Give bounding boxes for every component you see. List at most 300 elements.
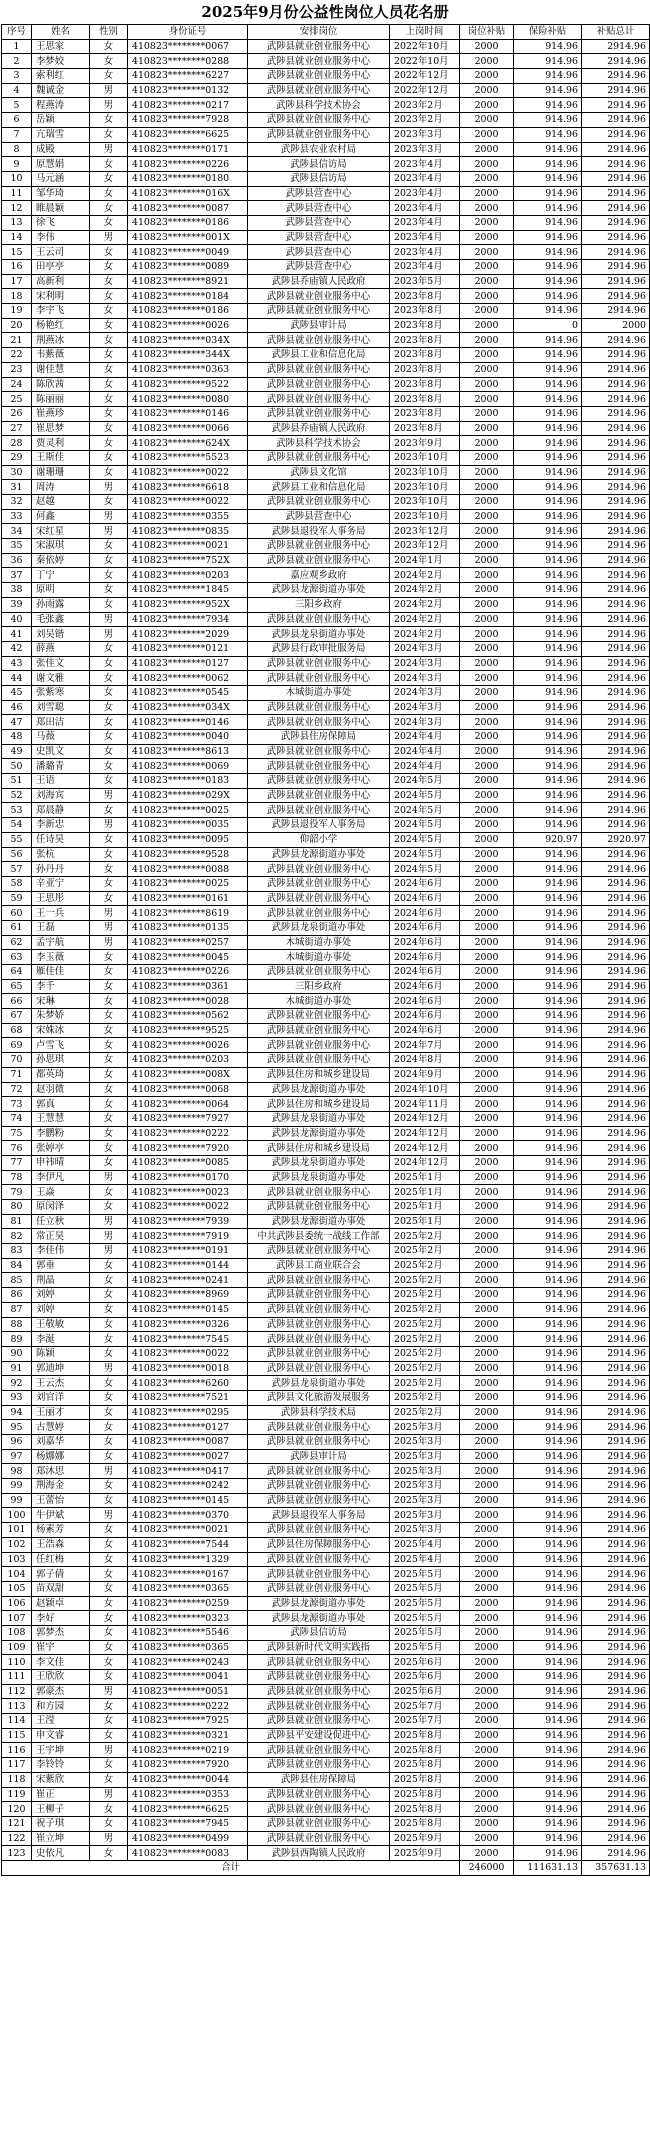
id-number-cell: 410823********0146 <box>128 406 248 421</box>
total-subsidy-cell: 2914.96 <box>582 348 650 363</box>
insurance-subsidy-cell: 914.96 <box>514 201 582 216</box>
start-date-cell: 2025年2月 <box>390 1229 460 1244</box>
table-row <box>2 495 650 510</box>
id-number-cell: 410823********0041 <box>128 1670 248 1685</box>
total-subsidy-cell: 2914.96 <box>582 1023 650 1038</box>
table-row <box>2 715 650 730</box>
id-number-cell: 410823********0025 <box>128 876 248 891</box>
name-cell: 索利红 <box>32 69 90 84</box>
post-cell: 武陟县龙泉街道办事处 <box>248 1376 390 1391</box>
id-number-cell: 410823********7945 <box>128 1816 248 1831</box>
insurance-subsidy-cell: 914.96 <box>514 1625 582 1640</box>
id-number-cell: 410823********5546 <box>128 1625 248 1640</box>
table-row <box>2 1508 650 1523</box>
gender-cell: 女 <box>90 950 128 965</box>
index-cell: 49 <box>2 744 32 759</box>
id-number-cell: 410823********0040 <box>128 730 248 745</box>
start-date-cell: 2023年3月 <box>390 127 460 142</box>
name-cell: 崔宇 <box>32 1640 90 1655</box>
total-subsidy-cell: 2914.96 <box>582 1787 650 1802</box>
header-cell: 上岗时间 <box>390 25 460 40</box>
id-number-cell: 410823********0355 <box>128 509 248 524</box>
post-cell: 武陟县住房保障局 <box>248 1772 390 1787</box>
table-row <box>2 215 650 230</box>
gender-cell: 女 <box>90 876 128 891</box>
start-date-cell: 2023年8月 <box>390 377 460 392</box>
post-cell: 武陟县就业创业服务中心 <box>248 1420 390 1435</box>
name-cell: 郭真 <box>32 1097 90 1112</box>
insurance-subsidy-cell: 914.96 <box>514 39 582 54</box>
start-date-cell: 2023年8月 <box>390 362 460 377</box>
name-cell: 任红梅 <box>32 1552 90 1567</box>
post-cell: 武陟县就业创业服务中心 <box>248 774 390 789</box>
id-number-cell: 410823********9528 <box>128 847 248 862</box>
id-number-cell: 410823********0184 <box>128 289 248 304</box>
insurance-subsidy-cell: 914.96 <box>514 377 582 392</box>
start-date-cell: 2025年3月 <box>390 1508 460 1523</box>
insurance-subsidy-cell: 914.96 <box>514 1449 582 1464</box>
name-cell: 史依凡 <box>32 1846 90 1861</box>
index-cell: 47 <box>2 715 32 730</box>
total-subsidy-cell: 2914.96 <box>582 480 650 495</box>
name-cell: 郭垂 <box>32 1258 90 1273</box>
gender-cell: 男 <box>90 230 128 245</box>
gender-cell: 女 <box>90 1714 128 1729</box>
index-cell: 79 <box>2 1185 32 1200</box>
gender-cell: 女 <box>90 377 128 392</box>
start-date-cell: 2024年12月 <box>390 1155 460 1170</box>
table-row <box>2 1214 650 1229</box>
gender-cell: 女 <box>90 436 128 451</box>
start-date-cell: 2025年5月 <box>390 1567 460 1582</box>
id-number-cell: 410823********2029 <box>128 627 248 642</box>
total-subsidy-cell: 2914.96 <box>582 69 650 84</box>
name-cell: 薛燕 <box>32 641 90 656</box>
total-subsidy-cell: 2914.96 <box>582 406 650 421</box>
gender-cell: 女 <box>90 465 128 480</box>
gender-cell: 女 <box>90 1493 128 1508</box>
total-subsidy-cell: 2914.96 <box>582 1625 650 1640</box>
id-number-cell: 410823********0499 <box>128 1831 248 1846</box>
index-cell: 14 <box>2 230 32 245</box>
total-subsidy-cell: 2914.96 <box>582 1009 650 1024</box>
post-subsidy-cell: 2000 <box>460 891 514 906</box>
post-cell: 武陟县就业创业服务中心 <box>248 1684 390 1699</box>
gender-cell: 男 <box>90 1508 128 1523</box>
total-subsidy-cell: 2914.96 <box>582 1802 650 1817</box>
post-cell: 武陟县退役军人事务局 <box>248 818 390 833</box>
start-date-cell: 2025年6月 <box>390 1670 460 1685</box>
index-cell: 55 <box>2 832 32 847</box>
post-subsidy-cell: 2000 <box>460 1743 514 1758</box>
post-cell: 武陟县龙源街道办事处 <box>248 847 390 862</box>
insurance-subsidy-cell: 914.96 <box>514 1273 582 1288</box>
name-cell: 程燕涛 <box>32 98 90 113</box>
insurance-subsidy-cell: 914.96 <box>514 1111 582 1126</box>
id-number-cell: 410823********0025 <box>128 803 248 818</box>
name-cell: 王思家 <box>32 39 90 54</box>
insurance-subsidy-cell: 914.96 <box>514 1596 582 1611</box>
index-cell: 21 <box>2 333 32 348</box>
total-subsidy-cell: 2914.96 <box>582 392 650 407</box>
index-cell: 97 <box>2 1449 32 1464</box>
total-subsidy-cell: 2914.96 <box>582 1200 650 1215</box>
total-subsidy-cell: 2914.96 <box>582 1361 650 1376</box>
insurance-subsidy-cell: 914.96 <box>514 436 582 451</box>
insurance-subsidy-cell: 914.96 <box>514 1346 582 1361</box>
gender-cell: 女 <box>90 54 128 69</box>
post-subsidy-cell: 2000 <box>460 568 514 583</box>
insurance-subsidy-cell: 914.96 <box>514 1141 582 1156</box>
name-cell: 王思彤 <box>32 891 90 906</box>
start-date-cell: 2022年12月 <box>390 83 460 98</box>
name-cell: 刘海宾 <box>32 788 90 803</box>
post-subsidy-cell: 2000 <box>460 1214 514 1229</box>
name-cell: 李伊凡 <box>32 1170 90 1185</box>
post-cell: 武陟县就业创业服务中心 <box>248 803 390 818</box>
start-date-cell: 2024年12月 <box>390 1111 460 1126</box>
table-row <box>2 920 650 935</box>
id-number-cell: 410823********624X <box>128 436 248 451</box>
name-cell: 贾灵利 <box>32 436 90 451</box>
total-subsidy-cell: 2914.96 <box>582 1611 650 1626</box>
post-cell: 武陟县就业创业服务中心 <box>248 1567 390 1582</box>
table-row <box>2 1302 650 1317</box>
start-date-cell: 2025年6月 <box>390 1655 460 1670</box>
post-cell: 武陟县就业创业服务中心 <box>248 69 390 84</box>
table-row <box>2 392 650 407</box>
total-subsidy-cell: 2914.96 <box>582 157 650 172</box>
insurance-subsidy-cell: 914.96 <box>514 1126 582 1141</box>
start-date-cell: 2025年5月 <box>390 1596 460 1611</box>
table-row <box>2 730 650 745</box>
table-row <box>2 1493 650 1508</box>
id-number-cell: 410823********0226 <box>128 157 248 172</box>
table-row <box>2 788 650 803</box>
post-subsidy-cell: 2000 <box>460 1728 514 1743</box>
insurance-subsidy-cell: 914.96 <box>514 348 582 363</box>
gender-cell: 女 <box>90 1155 128 1170</box>
post-subsidy-cell: 2000 <box>460 627 514 642</box>
insurance-subsidy-cell: 914.96 <box>514 1097 582 1112</box>
id-number-cell: 410823********0288 <box>128 54 248 69</box>
table-row <box>2 69 650 84</box>
start-date-cell: 2025年8月 <box>390 1816 460 1831</box>
id-number-cell: 410823********016X <box>128 186 248 201</box>
total-subsidy-cell: 2914.96 <box>582 1097 650 1112</box>
post-cell: 武陟县就业创业服务中心 <box>248 1743 390 1758</box>
id-number-cell: 410823********952X <box>128 597 248 612</box>
id-number-cell: 410823********0028 <box>128 994 248 1009</box>
gender-cell: 女 <box>90 1699 128 1714</box>
insurance-subsidy-cell: 914.96 <box>514 876 582 891</box>
insurance-subsidy-cell: 914.96 <box>514 1479 582 1494</box>
index-cell: 86 <box>2 1288 32 1303</box>
insurance-subsidy-cell: 914.96 <box>514 1317 582 1332</box>
gender-cell: 女 <box>90 1332 128 1347</box>
insurance-subsidy-cell: 914.96 <box>514 1082 582 1097</box>
index-cell: 27 <box>2 421 32 436</box>
index-cell: 115 <box>2 1728 32 1743</box>
start-date-cell: 2025年4月 <box>390 1552 460 1567</box>
index-cell: 10 <box>2 171 32 186</box>
id-number-cell: 410823********0257 <box>128 935 248 950</box>
name-cell: 孙丹丹 <box>32 862 90 877</box>
gender-cell: 女 <box>90 348 128 363</box>
post-cell: 武陟县就业创业服务中心 <box>248 54 390 69</box>
id-number-cell: 410823********0326 <box>128 1317 248 1332</box>
post-cell: 武陟县就业创业服务中心 <box>248 1288 390 1303</box>
name-cell: 郑晨静 <box>32 803 90 818</box>
name-cell: 谢珊珊 <box>32 465 90 480</box>
name-cell: 杨艳红 <box>32 318 90 333</box>
index-cell: 40 <box>2 612 32 627</box>
name-cell: 王敬敏 <box>32 1317 90 1332</box>
post-cell: 武陟县文化旅游发展服务 <box>248 1390 390 1405</box>
post-cell: 武陟县营查中心 <box>248 215 390 230</box>
index-cell: 24 <box>2 377 32 392</box>
id-number-cell: 410823********0045 <box>128 950 248 965</box>
total-subsidy-cell: 2920.97 <box>582 832 650 847</box>
table-row <box>2 906 650 921</box>
table-row <box>2 1155 650 1170</box>
total-subsidy-cell: 2914.96 <box>582 1214 650 1229</box>
gender-cell: 女 <box>90 539 128 554</box>
table-row <box>2 1464 650 1479</box>
gender-cell: 女 <box>90 1581 128 1596</box>
start-date-cell: 2023年8月 <box>390 406 460 421</box>
index-cell: 68 <box>2 1023 32 1038</box>
start-date-cell: 2023年12月 <box>390 539 460 554</box>
post-subsidy-cell: 2000 <box>460 862 514 877</box>
start-date-cell: 2025年3月 <box>390 1523 460 1538</box>
name-cell: 李千 <box>32 979 90 994</box>
post-subsidy-cell: 2000 <box>460 406 514 421</box>
start-date-cell: 2023年8月 <box>390 304 460 319</box>
insurance-subsidy-cell: 914.96 <box>514 1332 582 1347</box>
total-subsidy-cell: 2914.96 <box>582 1449 650 1464</box>
id-number-cell: 410823********0051 <box>128 1684 248 1699</box>
id-number-cell: 410823********0022 <box>128 1346 248 1361</box>
table-row <box>2 1625 650 1640</box>
index-cell: 99 <box>2 1493 32 1508</box>
name-cell: 周涛 <box>32 480 90 495</box>
post-subsidy-cell: 2000 <box>460 1126 514 1141</box>
insurance-subsidy-cell: 914.96 <box>514 1361 582 1376</box>
index-cell: 83 <box>2 1244 32 1259</box>
post-subsidy-cell: 2000 <box>460 1581 514 1596</box>
table-row <box>2 127 650 142</box>
index-cell: 56 <box>2 847 32 862</box>
id-number-cell: 410823********0562 <box>128 1009 248 1024</box>
id-number-cell: 410823********7545 <box>128 1332 248 1347</box>
insurance-subsidy-cell: 914.96 <box>514 1508 582 1523</box>
total-subsidy-cell: 2914.96 <box>582 1655 650 1670</box>
total-subsidy-cell: 2914.96 <box>582 1229 650 1244</box>
post-cell: 武陟县就业创业服务中心 <box>248 127 390 142</box>
total-subsidy-cell: 2914.96 <box>582 1376 650 1391</box>
index-cell: 98 <box>2 1464 32 1479</box>
header-cell: 性别 <box>90 25 128 40</box>
id-number-cell: 410823********0083 <box>128 1846 248 1861</box>
total-subsidy-cell: 2914.96 <box>582 965 650 980</box>
id-number-cell: 410823********7927 <box>128 1111 248 1126</box>
start-date-cell: 2024年4月 <box>390 759 460 774</box>
insurance-subsidy-cell: 914.96 <box>514 891 582 906</box>
table-row <box>2 1743 650 1758</box>
gender-cell: 女 <box>90 171 128 186</box>
index-cell: 48 <box>2 730 32 745</box>
name-cell: 常正昊 <box>32 1229 90 1244</box>
gender-cell: 女 <box>90 1200 128 1215</box>
id-number-cell: 410823********034X <box>128 333 248 348</box>
total-subsidy-cell: 2914.96 <box>582 1699 650 1714</box>
index-cell: 44 <box>2 671 32 686</box>
post-subsidy-cell: 2000 <box>460 1141 514 1156</box>
table-row <box>2 1581 650 1596</box>
post-subsidy-cell: 2000 <box>460 1846 514 1861</box>
id-number-cell: 410823********0259 <box>128 1596 248 1611</box>
gender-cell: 男 <box>90 1464 128 1479</box>
id-number-cell: 410823********6260 <box>128 1376 248 1391</box>
name-cell: 宋红星 <box>32 524 90 539</box>
id-number-cell: 410823********0222 <box>128 1699 248 1714</box>
id-number-cell: 410823********0365 <box>128 1640 248 1655</box>
total-subsidy-cell: 2914.96 <box>582 1185 650 1200</box>
id-number-cell: 410823********008X <box>128 1067 248 1082</box>
index-cell: 42 <box>2 641 32 656</box>
insurance-subsidy-cell: 914.96 <box>514 700 582 715</box>
post-cell: 武陟县就业创业服务中心 <box>248 553 390 568</box>
post-cell: 武陟县科学技术局 <box>248 1405 390 1420</box>
id-number-cell: 410823********6618 <box>128 480 248 495</box>
post-subsidy-cell: 2000 <box>460 1009 514 1024</box>
insurance-subsidy-cell: 914.96 <box>514 994 582 1009</box>
post-cell: 武陟县就业创业服务中心 <box>248 1332 390 1347</box>
post-subsidy-cell: 2000 <box>460 1493 514 1508</box>
index-cell: 108 <box>2 1625 32 1640</box>
gender-cell: 女 <box>90 1435 128 1450</box>
table-row <box>2 1772 650 1787</box>
start-date-cell: 2025年1月 <box>390 1170 460 1185</box>
id-number-cell: 410823********8619 <box>128 906 248 921</box>
table-row <box>2 1141 650 1156</box>
name-cell: 任立秋 <box>32 1214 90 1229</box>
index-cell: 2 <box>2 54 32 69</box>
gender-cell: 女 <box>90 1655 128 1670</box>
name-cell: 原明 <box>32 583 90 598</box>
table-row <box>2 1684 650 1699</box>
table-row <box>2 1376 650 1391</box>
post-cell: 武陟县行政审批服务局 <box>248 641 390 656</box>
id-number-cell: 410823********0217 <box>128 98 248 113</box>
post-subsidy-cell: 2000 <box>460 421 514 436</box>
insurance-subsidy-cell: 914.96 <box>514 69 582 84</box>
gender-cell: 女 <box>90 1625 128 1640</box>
id-number-cell: 410823********0417 <box>128 1464 248 1479</box>
post-subsidy-cell: 2000 <box>460 950 514 965</box>
index-cell: 35 <box>2 539 32 554</box>
post-cell: 武陟县龙源街道办事处 <box>248 1214 390 1229</box>
gender-cell: 女 <box>90 656 128 671</box>
gender-cell: 男 <box>90 509 128 524</box>
post-cell: 武陟县就业创业服务中心 <box>248 1435 390 1450</box>
insurance-subsidy-cell: 914.96 <box>514 1023 582 1038</box>
post-cell: 武陟县新时代文明实践指 <box>248 1640 390 1655</box>
id-number-cell: 410823********0044 <box>128 1772 248 1787</box>
index-cell: 78 <box>2 1170 32 1185</box>
post-cell: 武陟县就业创业服务中心 <box>248 362 390 377</box>
table-row <box>2 1288 650 1303</box>
start-date-cell: 2024年1月 <box>390 553 460 568</box>
name-cell: 魏诚金 <box>32 83 90 98</box>
insurance-subsidy-cell: 914.96 <box>514 1464 582 1479</box>
post-subsidy-cell: 2000 <box>460 83 514 98</box>
post-subsidy-cell: 2000 <box>460 348 514 363</box>
name-cell: 马薇 <box>32 730 90 745</box>
post-subsidy-cell: 2000 <box>460 730 514 745</box>
post-subsidy-cell: 2000 <box>460 480 514 495</box>
post-subsidy-cell: 2000 <box>460 1684 514 1699</box>
gender-cell: 女 <box>90 1479 128 1494</box>
insurance-subsidy-cell: 914.96 <box>514 1376 582 1391</box>
total-subsidy-cell: 2914.96 <box>582 1714 650 1729</box>
name-cell: 荆海金 <box>32 1479 90 1494</box>
gender-cell: 女 <box>90 568 128 583</box>
index-cell: 28 <box>2 436 32 451</box>
index-cell: 1 <box>2 39 32 54</box>
start-date-cell: 2024年5月 <box>390 847 460 862</box>
start-date-cell: 2025年7月 <box>390 1714 460 1729</box>
index-cell: 109 <box>2 1640 32 1655</box>
start-date-cell: 2024年6月 <box>390 965 460 980</box>
post-subsidy-cell: 2000 <box>460 1552 514 1567</box>
insurance-subsidy-cell: 914.96 <box>514 539 582 554</box>
id-number-cell: 410823********8921 <box>128 274 248 289</box>
post-subsidy-cell: 2000 <box>460 832 514 847</box>
total-subsidy-cell: 2914.96 <box>582 230 650 245</box>
table-row <box>2 641 650 656</box>
name-cell: 谢文雅 <box>32 671 90 686</box>
index-cell: 12 <box>2 201 32 216</box>
start-date-cell: 2023年12月 <box>390 524 460 539</box>
index-cell: 33 <box>2 509 32 524</box>
name-cell: 都英琦 <box>32 1067 90 1082</box>
index-cell: 38 <box>2 583 32 598</box>
total-insurance-subsidy: 111631.13 <box>514 1860 582 1875</box>
gender-cell: 女 <box>90 406 128 421</box>
id-number-cell: 410823********0064 <box>128 1097 248 1112</box>
post-cell: 武陟县龙泉街道办事处 <box>248 1155 390 1170</box>
total-subsidy-cell: 2914.96 <box>582 920 650 935</box>
table-row <box>2 318 650 333</box>
insurance-subsidy-cell: 914.96 <box>514 744 582 759</box>
table-row <box>2 260 650 275</box>
name-cell: 李好 <box>32 1611 90 1626</box>
name-cell: 王宇坤 <box>32 1743 90 1758</box>
post-cell: 武陟县就业创业服务中心 <box>248 1523 390 1538</box>
start-date-cell: 2025年8月 <box>390 1802 460 1817</box>
gender-cell: 男 <box>90 612 128 627</box>
post-subsidy-cell: 2000 <box>460 1640 514 1655</box>
name-cell: 刘官洋 <box>32 1390 90 1405</box>
post-subsidy-cell: 2000 <box>460 289 514 304</box>
name-cell: 郑沐思 <box>32 1464 90 1479</box>
post-cell: 武陟县审计局 <box>248 318 390 333</box>
name-cell: 荆燕冰 <box>32 333 90 348</box>
name-cell: 马元涵 <box>32 171 90 186</box>
post-subsidy-cell: 2000 <box>460 318 514 333</box>
